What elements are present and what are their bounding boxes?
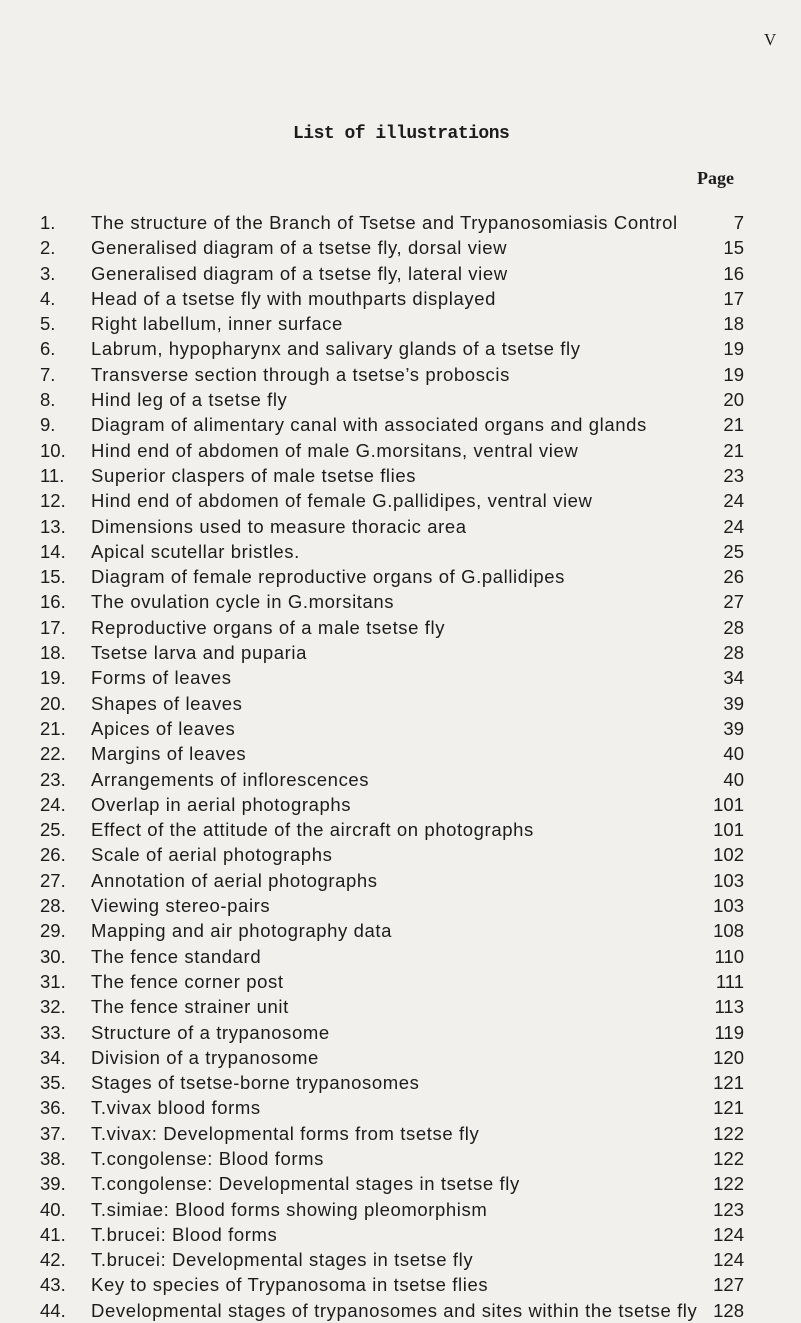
item-title: The fence corner post [91, 970, 284, 992]
item-page: 28 [723, 616, 744, 638]
list-item [0, 539, 801, 564]
item-title: T.vivax blood forms [91, 1097, 261, 1119]
item-title: Division of a trypanosome [91, 1046, 319, 1068]
item-title: Effect of the attitude of the aircraft on photographs [91, 819, 534, 841]
item-number: 3. [40, 262, 56, 284]
item-page: 103 [713, 895, 744, 917]
item-title: Diagram of female reproductive organs of G.pallidipes [91, 566, 565, 588]
item-number: 6. [40, 338, 56, 360]
item-number: 18. [40, 642, 66, 664]
item-title: T.vivax: Developmental forms from tsetse fly [91, 1122, 480, 1144]
item-number: 26. [40, 844, 66, 866]
item-page: 110 [714, 945, 744, 967]
item-number: 5. [40, 313, 56, 335]
item-number: 40. [40, 1198, 66, 1220]
item-title: Diagram of alimentary canal with associated organs and glands [91, 414, 647, 436]
list-item [0, 286, 801, 311]
item-page: 15 [723, 237, 744, 259]
item-number: 44. [40, 1299, 66, 1321]
illustrations-list [0, 210, 801, 1323]
list-item [0, 767, 801, 792]
list-item [0, 1146, 801, 1171]
list-item [0, 665, 801, 690]
item-title: Generalised diagram of a tsetse fly, lateral view [91, 262, 508, 284]
list-item [0, 235, 801, 260]
item-title: Reproductive organs of a male tsetse fly [91, 616, 446, 638]
list-item [0, 589, 801, 614]
item-page: 25 [723, 540, 744, 562]
item-number: 2. [40, 237, 56, 259]
item-page: 39 [723, 692, 744, 714]
item-title: Annotation of aerial photographs [91, 869, 378, 891]
item-number: 1. [40, 212, 56, 233]
list-item [0, 463, 801, 488]
item-number: 10. [40, 439, 66, 461]
item-number: 30. [40, 945, 66, 967]
item-number: 34. [40, 1046, 66, 1068]
item-title: T.brucei: Developmental stages in tsetse fly [91, 1249, 474, 1271]
list-item [0, 488, 801, 513]
item-page: 21 [723, 414, 744, 436]
item-title: Viewing stereo-pairs [91, 895, 271, 917]
item-page: 101 [713, 819, 744, 841]
item-page: 123 [713, 1198, 744, 1220]
list-item [0, 868, 801, 893]
item-title: The ovulation cycle in G.morsitans [91, 591, 395, 613]
list-item [0, 792, 801, 817]
item-number: 25. [40, 819, 66, 841]
page-number: V [764, 30, 777, 49]
list-item [0, 615, 801, 640]
item-title: T.simiae: Blood forms showing pleomorphism [91, 1198, 488, 1220]
item-number: 41. [40, 1223, 66, 1245]
item-page: 102 [713, 844, 744, 866]
item-page: 124 [713, 1223, 744, 1245]
item-title: Transverse section through a tsetse’s proboscis [91, 363, 510, 385]
list-item [0, 1045, 801, 1070]
item-page: 34 [723, 667, 744, 689]
list-item [0, 842, 801, 867]
list-item [0, 994, 801, 1019]
item-page: 122 [713, 1147, 744, 1169]
list-item [0, 1070, 801, 1095]
item-title: Shapes of leaves [91, 692, 243, 714]
item-title: Arrangements of inflorescences [91, 768, 370, 790]
item-title: The fence strainer unit [91, 996, 289, 1018]
item-page: 111 [715, 970, 744, 992]
item-title: The fence standard [91, 945, 262, 967]
item-page: 108 [713, 920, 744, 942]
item-page: 28 [723, 642, 744, 664]
item-page: 27 [723, 591, 744, 613]
item-page: 40 [723, 768, 744, 790]
list-item [0, 1121, 801, 1146]
item-page: 18 [723, 313, 744, 335]
list-item [0, 362, 801, 387]
list-item [0, 893, 801, 918]
item-title: T.brucei: Blood forms [91, 1223, 278, 1245]
page-column-header: Page [697, 168, 734, 188]
item-title: Structure of a trypanosome [91, 1021, 330, 1043]
item-number: 32. [40, 996, 66, 1018]
item-number: 37. [40, 1122, 66, 1144]
item-page: 124 [713, 1249, 744, 1271]
item-page: 19 [723, 338, 744, 360]
item-page: 23 [723, 464, 744, 486]
item-number: 20. [40, 692, 66, 714]
item-page: 40 [723, 743, 744, 765]
item-number: 12. [40, 490, 66, 512]
item-number: 22. [40, 743, 66, 765]
list-item [0, 640, 801, 665]
item-page: 16 [723, 262, 744, 284]
item-title: Mapping and air photography data [91, 920, 393, 942]
item-title: Tsetse larva and puparia [91, 642, 307, 664]
item-number: 29. [40, 920, 66, 942]
list-item [0, 1020, 801, 1045]
item-title: Developmental stages of trypanosomes and sites within the tsetse fly [91, 1299, 698, 1321]
page-title: List of illustrations [293, 124, 510, 144]
list-item [0, 261, 801, 286]
item-number: 27. [40, 869, 66, 891]
item-number: 16. [40, 591, 66, 613]
list-item [0, 438, 801, 463]
item-number: 33. [40, 1021, 66, 1043]
list-item [0, 1247, 801, 1272]
item-page: 122 [713, 1173, 744, 1195]
item-page: 121 [713, 1072, 744, 1094]
list-item [0, 969, 801, 994]
item-title: Hind end of abdomen of female G.pallidipes, ventral view [91, 490, 593, 512]
list-item [0, 741, 801, 766]
list-item [0, 311, 801, 336]
item-title: Hind end of abdomen of male G.morsitans, ventral view [91, 439, 579, 461]
item-title: Head of a tsetse fly with mouthparts displayed [91, 287, 496, 309]
item-page: 119 [714, 1021, 744, 1043]
item-page: 103 [713, 869, 744, 891]
item-number: 23. [40, 768, 66, 790]
item-number: 21. [40, 717, 66, 739]
item-page: 20 [723, 389, 744, 411]
item-number: 36. [40, 1097, 66, 1119]
item-number: 24. [40, 793, 66, 815]
list-item [0, 387, 801, 412]
item-title: Right labellum, inner surface [91, 313, 343, 335]
list-item [0, 1298, 801, 1323]
item-title: Key to species of Trypanosoma in tsetse flies [91, 1274, 489, 1296]
list-item [0, 412, 801, 437]
item-title: Scale of aerial photographs [91, 844, 333, 866]
list-item [0, 1197, 801, 1222]
item-number: 28. [40, 895, 66, 917]
item-title: Overlap in aerial photographs [91, 793, 352, 815]
item-title: T.congolense: Developmental stages in tsetse fly [91, 1173, 520, 1195]
item-number: 7. [40, 363, 56, 385]
list-item [0, 514, 801, 539]
item-number: 35. [40, 1072, 66, 1094]
item-number: 39. [40, 1173, 66, 1195]
item-title: Superior claspers of male tsetse flies [91, 464, 417, 486]
item-page: 120 [713, 1046, 744, 1068]
list-item [0, 918, 801, 943]
list-item [0, 944, 801, 969]
item-number: 8. [40, 389, 56, 411]
item-page: 113 [714, 996, 744, 1018]
item-title: The structure of the Branch of Tsetse and Trypanosomiasis Control [91, 212, 678, 233]
item-page: 19 [723, 363, 744, 385]
item-number: 4. [40, 287, 56, 309]
list-item [0, 1222, 801, 1247]
item-title: Labrum, hypopharynx and salivary glands of a tsetse fly [91, 338, 581, 360]
item-number: 43. [40, 1274, 66, 1296]
item-number: 14. [40, 540, 66, 562]
item-page: 7 [733, 212, 744, 233]
list-item [0, 1272, 801, 1297]
item-number: 11. [40, 464, 65, 486]
item-number: 19. [40, 667, 66, 689]
item-number: 13. [40, 515, 66, 537]
item-title: T.congolense: Blood forms [91, 1147, 325, 1169]
list-item [0, 817, 801, 842]
item-page: 128 [713, 1299, 744, 1321]
item-page: 39 [723, 717, 744, 739]
item-title: Apical scutellar bristles. [91, 540, 300, 562]
item-page: 21 [723, 439, 744, 461]
list-item [0, 1095, 801, 1120]
item-number: 38. [40, 1147, 66, 1169]
list-item [0, 691, 801, 716]
list-item [0, 564, 801, 589]
item-number: 15. [40, 566, 66, 588]
list-item [0, 716, 801, 741]
item-page: 122 [713, 1122, 744, 1144]
item-number: 9. [40, 414, 56, 436]
list-item [0, 210, 801, 235]
item-page: 24 [723, 515, 744, 537]
item-title: Hind leg of a tsetse fly [91, 389, 288, 411]
item-page: 101 [713, 793, 744, 815]
item-page: 17 [723, 287, 744, 309]
list-item [0, 1171, 801, 1196]
item-number: 42. [40, 1249, 66, 1271]
list-item [0, 336, 801, 361]
item-page: 121 [713, 1097, 744, 1119]
item-page: 127 [713, 1274, 744, 1296]
item-number: 31. [40, 970, 66, 992]
item-title: Forms of leaves [91, 667, 232, 689]
item-page: 26 [723, 566, 744, 588]
item-title: Margins of leaves [91, 743, 247, 765]
item-title: Generalised diagram of a tsetse fly, dorsal view [91, 237, 508, 259]
item-number: 17. [40, 616, 66, 638]
item-page: 24 [723, 490, 744, 512]
item-title: Dimensions used to measure thoracic area [91, 515, 467, 537]
item-title: Apices of leaves [91, 717, 236, 739]
item-title: Stages of tsetse-borne trypanosomes [91, 1072, 420, 1094]
